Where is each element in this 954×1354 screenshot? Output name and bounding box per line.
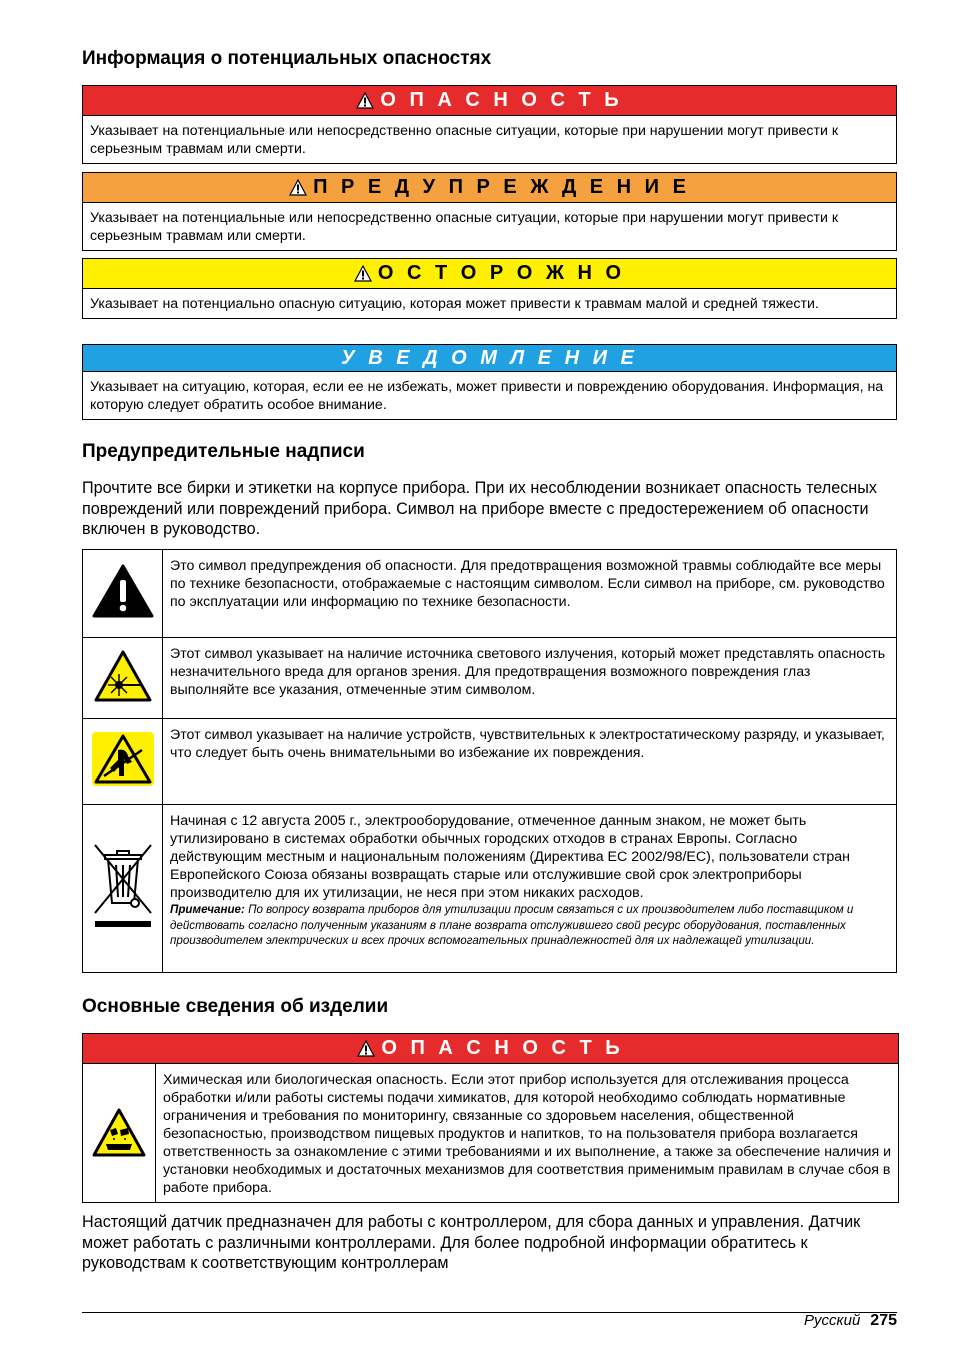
- symbol-cell: [83, 638, 163, 719]
- weee-text: Начиная с 12 августа 2005 г., электрооборудование, отмеченное данным знаком, не может быть утилизировано в системах обработки обычных городских отходов в странах Европы. Согласно действующим местным и национальным положениям (Директива ЕС 2002/98/EC), пользователи стран Европейского Союза обязаны возвращать старые или отслужившие свой срок электроприборы производителю для их утилизации, не неся при этом никаких расходов.: [170, 813, 850, 901]
- warning-box: [82, 172, 897, 251]
- caution-header: [83, 259, 896, 289]
- footer-language: Русский: [804, 1312, 861, 1329]
- general-warning-icon: [92, 564, 154, 618]
- chemical-hazard-icon: [92, 1108, 146, 1158]
- page-number: 275: [870, 1312, 897, 1329]
- laser-radiation-icon: [94, 650, 152, 702]
- warning-triangle-icon: [289, 179, 307, 196]
- table-row: [83, 638, 897, 719]
- caution-text: Указывает на потенциально опасную ситуацию, которая может привести к травмам малой и средней тяжести.: [90, 296, 819, 312]
- danger-text: Указывает на потенциальные или непосредственно опасные ситуации, которые при нарушении могут привести к серьезным травмам или смерти.: [90, 123, 839, 157]
- notice-header: [83, 345, 896, 372]
- caution-label: О С Т О Р О Ж Н О: [377, 262, 626, 284]
- product-danger-header: [83, 1034, 898, 1064]
- symbol-description: [163, 805, 897, 973]
- notice-label: У В Е Д О М Л Е Н И Е: [341, 346, 638, 369]
- product-danger-icon-cell: [83, 1064, 156, 1202]
- warning-text: Указывает на потенциальные или непосредственно опасные ситуации, которые при нарушении могут привести к серьезным травмам или смерти.: [90, 210, 839, 244]
- warning-header: [83, 173, 896, 203]
- warning-label: П Р Е Д У П Р Е Ж Д Е Н И Е: [313, 176, 690, 198]
- caution-box: [82, 258, 897, 319]
- product-outro: Настоящий датчик предназначен для работы с контроллером, для сбора данных и управления. Датчик может работать с различными контроллерами. Для более подробной информации обратитесь к руководствам к соответствующим контроллерам: [82, 1213, 861, 1272]
- symbol-cell: [83, 550, 163, 638]
- product-danger-row: [83, 1064, 898, 1202]
- table-row: [83, 719, 897, 805]
- danger-label: О П А С Н О С Т Ь: [380, 89, 623, 111]
- section-title-warning-labels: Предупредительные надписи: [82, 441, 365, 462]
- symbol-cell: [83, 805, 163, 973]
- note-label: Примечание:: [170, 903, 245, 916]
- symbol-description: Этот символ указывает на наличие устройств, чувствительных к электростатическому разряду, и указывает, что следует быть очень внимательными во избежание их повреждения.: [163, 719, 897, 805]
- weee-note: [170, 902, 889, 949]
- warning-triangle-icon: [354, 265, 372, 282]
- footer-divider: [82, 1312, 897, 1313]
- note-text: По вопросу возврата приборов для утилизации просим связаться с их производителем либо поставщиком и действовать согласно полученным указаниям в плане возврата отслужившего свой ресурс оборудования, поставленных производителем электрических и всех прочих вспомогательных принадлежностей для их надлежащей утилизации.: [170, 903, 854, 947]
- weee-crossed-bin-icon: [91, 841, 155, 931]
- symbols-table: [82, 549, 897, 973]
- symbol-description: Это символ предупреждения об опасности. Для предотвращения возможной травмы соблюдайте все меры по технике безопасности, отображаемые с настоящим символом. Если символ на приборе, см. руководство по эксплуатации или информацию по технике безопасности.: [163, 550, 897, 638]
- product-danger-text: Химическая или биологическая опасность. Если этот прибор используется для отслеживания процесса обработки и/или работы системы подачи химикатов, для которой необходимо соблюдать нормативные ограничения и требования по мониторингу, связанные со здоровьем населения, общественной безопасностью, производством пищевых продуктов и напитков, то на пользователя прибора возлагается ответственность за ознакомление с этими требованиями и их выполнение, а также за обеспечение наличия и установки необходимых и достаточных механизмов для соответствия применимым правилам в случае сбоя в работе прибора.: [163, 1072, 892, 1196]
- danger-header: [83, 86, 896, 116]
- notice-box: [82, 344, 897, 420]
- section-title-product-info: Основные сведения об изделии: [82, 996, 389, 1017]
- warning-triangle-icon: [357, 1040, 375, 1057]
- symbol-description: Этот символ указывает на наличие источника светового излучения, который может представлять опасность незначительного вреда для органов зрения. Для предотвращения возможного повреждения глаз выполняйте все указания, отмеченные этим символом.: [163, 638, 897, 719]
- product-danger-box: [82, 1033, 899, 1203]
- symbol-cell: [83, 719, 163, 805]
- page-footer: [804, 1312, 897, 1330]
- esd-sensitive-icon: [92, 732, 154, 786]
- danger-box: [82, 85, 897, 164]
- section-title-hazard-info: Информация о потенциальных опасностях: [82, 48, 492, 69]
- product-danger-label: О П А С Н О С Т Ь: [381, 1037, 624, 1059]
- labels-intro: Прочтите все бирки и этикетки на корпусе прибора. При их несоблюдении возникает опасность телесных повреждений или повреждений прибора. Символ на приборе вместе с предостережением об опасности включен в руководство.: [82, 479, 877, 538]
- notice-text: Указывает на ситуацию, которая, если ее не избежать, может привести и повреждению оборудования. Информация, на которую следует обратить особое внимание.: [90, 379, 884, 413]
- warning-triangle-icon: [356, 92, 374, 109]
- table-row: [83, 550, 897, 638]
- table-row: [83, 805, 897, 973]
